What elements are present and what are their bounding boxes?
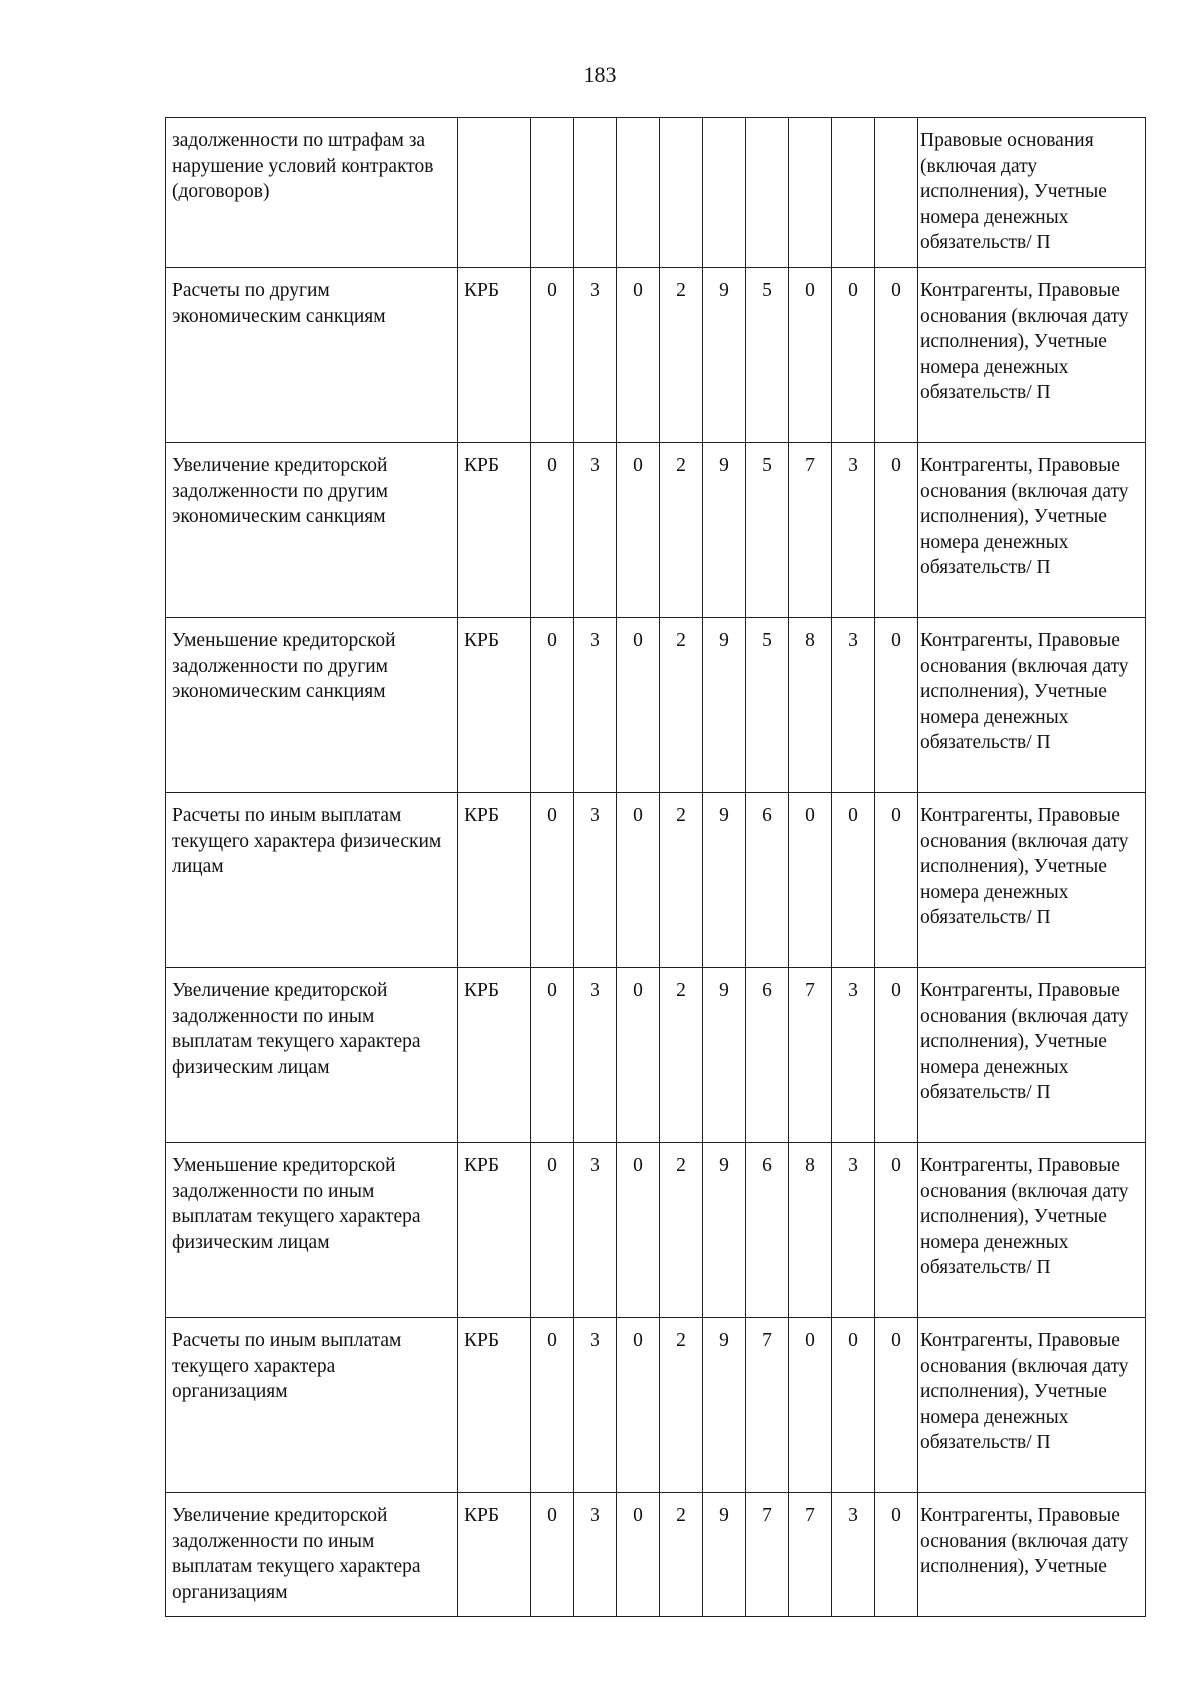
code-digit xyxy=(789,118,832,268)
code-digit: 5 xyxy=(746,618,789,793)
code-digit: 3 xyxy=(832,1143,875,1318)
code-digit: 0 xyxy=(875,1493,918,1617)
code-digit: 0 xyxy=(531,443,574,618)
table-row xyxy=(166,1318,1146,1493)
code-digit: 3 xyxy=(832,443,875,618)
code-digit: 0 xyxy=(531,793,574,968)
code-digit: 0 xyxy=(875,618,918,793)
code-digit xyxy=(832,118,875,268)
analytics-attributes: Контрагенты, Правовые основания (включая дату исполнения), Учетные номера денежных обязательств/ П xyxy=(918,443,1146,618)
code-digit: 3 xyxy=(574,1493,617,1617)
code-digit: 9 xyxy=(703,443,746,618)
table-row xyxy=(166,118,1146,268)
account-code: КРБ xyxy=(458,968,531,1143)
analytics-attributes: Контрагенты, Правовые основания (включая дату исполнения), Учетные номера денежных обязательств/ П xyxy=(918,268,1146,443)
code-digit xyxy=(660,118,703,268)
account-name: Расчеты по иным выплатам текущего характера организациям xyxy=(166,1318,458,1493)
code-digit: 3 xyxy=(574,618,617,793)
code-digit: 3 xyxy=(574,968,617,1143)
code-digit: 3 xyxy=(574,1318,617,1493)
code-digit: 9 xyxy=(703,1493,746,1617)
code-digit: 0 xyxy=(789,793,832,968)
code-digit: 9 xyxy=(703,1143,746,1318)
code-digit: 9 xyxy=(703,618,746,793)
code-digit: 0 xyxy=(617,793,660,968)
code-digit: 3 xyxy=(832,1493,875,1617)
code-digit xyxy=(746,118,789,268)
code-digit: 0 xyxy=(617,968,660,1143)
code-digit: 9 xyxy=(703,968,746,1143)
code-digit: 0 xyxy=(832,1318,875,1493)
table-row xyxy=(166,1493,1146,1617)
code-digit: 0 xyxy=(531,1143,574,1318)
code-digit: 5 xyxy=(746,443,789,618)
code-digit: 9 xyxy=(703,268,746,443)
code-digit: 2 xyxy=(660,268,703,443)
account-code: КРБ xyxy=(458,443,531,618)
analytics-attributes: Контрагенты, Правовые основания (включая дату исполнения), Учетные номера денежных обязательств/ П xyxy=(918,793,1146,968)
accounts-table xyxy=(165,117,1146,1617)
code-digit: 0 xyxy=(875,793,918,968)
code-digit xyxy=(703,118,746,268)
code-digit xyxy=(574,118,617,268)
code-digit: 3 xyxy=(832,618,875,793)
code-digit: 2 xyxy=(660,1318,703,1493)
analytics-attributes: Контрагенты, Правовые основания (включая дату исполнения), Учетные xyxy=(918,1493,1146,1617)
code-digit: 7 xyxy=(746,1318,789,1493)
code-digit: 6 xyxy=(746,1143,789,1318)
code-digit: 3 xyxy=(574,268,617,443)
code-digit: 0 xyxy=(531,268,574,443)
table-row xyxy=(166,268,1146,443)
code-digit: 0 xyxy=(875,968,918,1143)
code-digit: 0 xyxy=(617,1143,660,1318)
code-digit: 0 xyxy=(832,793,875,968)
table-row xyxy=(166,1143,1146,1318)
code-digit: 0 xyxy=(789,268,832,443)
account-code: КРБ xyxy=(458,268,531,443)
code-digit: 7 xyxy=(746,1493,789,1617)
account-name: Увеличение кредиторской задолженности по другим экономическим санкциям xyxy=(166,443,458,618)
code-digit: 2 xyxy=(660,1493,703,1617)
analytics-attributes: Контрагенты, Правовые основания (включая дату исполнения), Учетные номера денежных обязательств/ П xyxy=(918,1143,1146,1318)
account-name: Увеличение кредиторской задолженности по иным выплатам текущего характера организациям xyxy=(166,1493,458,1617)
code-digit: 3 xyxy=(574,443,617,618)
account-code: КРБ xyxy=(458,1143,531,1318)
code-digit: 0 xyxy=(875,1318,918,1493)
account-code: КРБ xyxy=(458,1493,531,1617)
code-digit: 0 xyxy=(875,443,918,618)
code-digit: 8 xyxy=(789,618,832,793)
code-digit: 0 xyxy=(617,618,660,793)
code-digit: 3 xyxy=(832,968,875,1143)
account-name: Увеличение кредиторской задолженности по иным выплатам текущего характера физическим лицам xyxy=(166,968,458,1143)
account-code: КРБ xyxy=(458,618,531,793)
page-number: 183 xyxy=(583,62,617,87)
code-digit: 0 xyxy=(617,443,660,618)
code-digit: 3 xyxy=(574,793,617,968)
code-digit: 7 xyxy=(789,968,832,1143)
code-digit: 3 xyxy=(574,1143,617,1318)
code-digit: 6 xyxy=(746,968,789,1143)
code-digit: 0 xyxy=(531,1318,574,1493)
table-row xyxy=(166,968,1146,1143)
table-row xyxy=(166,443,1146,618)
code-digit: 0 xyxy=(617,1318,660,1493)
code-digit: 6 xyxy=(746,793,789,968)
code-digit: 2 xyxy=(660,1143,703,1318)
account-code: КРБ xyxy=(458,1318,531,1493)
analytics-attributes: Правовые основания (включая дату исполнения), Учетные номера денежных обязательств/ П xyxy=(918,118,1146,268)
analytics-attributes: Контрагенты, Правовые основания (включая дату исполнения), Учетные номера денежных обязательств/ П xyxy=(918,1318,1146,1493)
code-digit: 2 xyxy=(660,968,703,1143)
code-digit: 0 xyxy=(531,618,574,793)
analytics-attributes: Контрагенты, Правовые основания (включая дату исполнения), Учетные номера денежных обязательств/ П xyxy=(918,968,1146,1143)
account-code: КРБ xyxy=(458,793,531,968)
code-digit: 2 xyxy=(660,443,703,618)
code-digit: 0 xyxy=(875,1143,918,1318)
code-digit: 8 xyxy=(789,1143,832,1318)
account-name: Расчеты по другим экономическим санкциям xyxy=(166,268,458,443)
code-digit xyxy=(617,118,660,268)
account-name: Уменьшение кредиторской задолженности по другим экономическим санкциям xyxy=(166,618,458,793)
code-digit: 0 xyxy=(789,1318,832,1493)
code-digit xyxy=(531,118,574,268)
analytics-attributes: Контрагенты, Правовые основания (включая дату исполнения), Учетные номера денежных обязательств/ П xyxy=(918,618,1146,793)
table-row xyxy=(166,618,1146,793)
account-code xyxy=(458,118,531,268)
code-digit: 0 xyxy=(531,968,574,1143)
code-digit: 5 xyxy=(746,268,789,443)
code-digit: 9 xyxy=(703,1318,746,1493)
code-digit: 7 xyxy=(789,1493,832,1617)
table-row xyxy=(166,793,1146,968)
code-digit: 0 xyxy=(875,268,918,443)
code-digit: 7 xyxy=(789,443,832,618)
code-digit: 2 xyxy=(660,618,703,793)
code-digit: 9 xyxy=(703,793,746,968)
code-digit: 0 xyxy=(531,1493,574,1617)
account-name: Уменьшение кредиторской задолженности по иным выплатам текущего характера физическим лицам xyxy=(166,1143,458,1318)
account-name: задолженности по штрафам за нарушение условий контрактов (договоров) xyxy=(166,118,458,268)
account-name: Расчеты по иным выплатам текущего характера физическим лицам xyxy=(166,793,458,968)
code-digit: 0 xyxy=(617,268,660,443)
code-digit xyxy=(875,118,918,268)
code-digit: 0 xyxy=(832,268,875,443)
code-digit: 0 xyxy=(617,1493,660,1617)
code-digit: 2 xyxy=(660,793,703,968)
